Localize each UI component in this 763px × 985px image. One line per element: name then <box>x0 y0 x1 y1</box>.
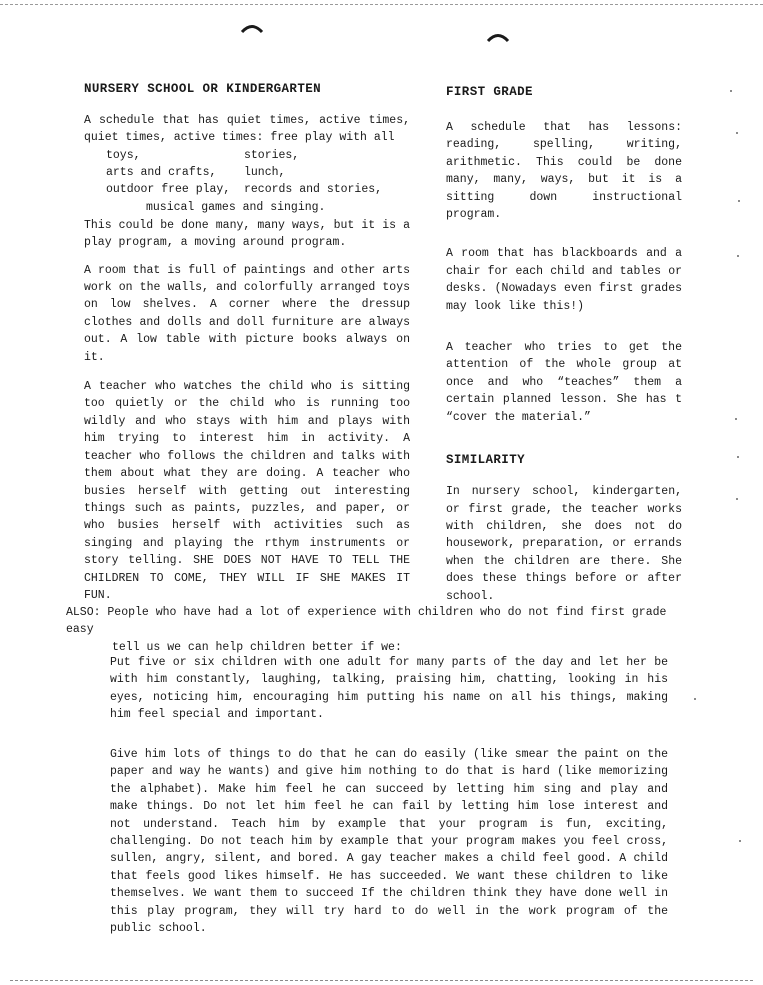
first-grade-schedule: A schedule that has lessons: reading, spelling, writing, arithmetic. This could be done many, many, ways, but it is a sitting down instructional program. <box>446 121 682 222</box>
left-column <box>84 81 410 604</box>
scan-speck <box>737 255 739 257</box>
similarity-text: In nursery school, kindergarten, or first grade, the teacher works with children, she does not do housework, preparation, or errands when the children are there. She does these things before or after school. <box>446 485 682 603</box>
bottom-dashed-border <box>10 980 753 981</box>
also-intro-continued: tell us we can help children better if we: <box>112 640 402 654</box>
scan-speck <box>736 132 738 134</box>
also-intro: ALSO: People who have had a lot of experience with children who do not find first grade easy <box>66 606 667 637</box>
nursery-teacher: A teacher who watches the child who is sitting too quietly or the child who is running too wildly and who stays with him and plays with him trying to interest him in activity. A teacher who follows the children and talks with them about what they are doing. A teacher who busies herself with getting out interesting things such as paints, puzzles, and paper, or who busies herself with activities such as singing and playing the rthym instruments or story telling. SHE DOES NOT HAVE TO TELL THE CHILDREN TO COME, THEY WILL IF SHE MAKES IT FUN. <box>84 380 410 602</box>
activity-toys: toys, <box>106 148 141 162</box>
also-paragraph-attention: Put five or six children with one adult for many parts of the day and let her be with him constantly, laughing, talking, praising him, chatting, looking in his eyes, noticing him, encouraging him putting his name on all his things, making him feel special and important. <box>110 656 668 722</box>
right-column <box>446 84 682 605</box>
activity-music: musical games and singing. <box>146 200 326 214</box>
similarity-heading: SIMILARITY <box>446 453 526 468</box>
scan-speck <box>736 498 738 500</box>
scan-speck <box>735 418 737 420</box>
also-section <box>66 604 676 656</box>
scan-speck <box>737 456 739 458</box>
activity-arts: arts and crafts, <box>106 165 217 179</box>
first-grade-heading: FIRST GRADE <box>446 85 533 99</box>
activity-list <box>84 147 410 217</box>
top-dashed-border <box>0 4 763 5</box>
activity-outdoor: outdoor free play, <box>106 182 231 196</box>
also-paragraph-success: Give him lots of things to do that he can do easily (like smear the paint on the paper and way he wants) and give him nothing to do that is hard (like memorizing the alphabet). Make him feel he can succeed by letting him sing and play and make things. Do not let him feel he can fail by letting him lose interest and not understand. Teach him by example that your program is fun, exciting, challenging. Do not teach him by example that your program makes you feel cross, sullen, angry, silent, and bored. A gay teacher makes a child feel good. A child that feels good likes himself. He has succeeded. We want these children to like themselves. We want them to succeed If the children think they have done well in this play program, they will try hard to do well in the work program of the public school. <box>110 748 668 936</box>
punch-hole-mark <box>486 31 510 45</box>
activity-lunch: lunch, <box>244 165 286 179</box>
nursery-room: A room that is full of paintings and other arts work on the walls, and colorfully arranged toys on low shelves. A corner where the dressup clothes and dolls and doll furniture are always out. A low table with picture books always on it. <box>84 263 410 364</box>
first-grade-room: A room that has blackboards and a chair for each child and tables or desks. (Nowadays even first grades may look like this!) <box>446 247 682 313</box>
scan-speck <box>730 90 732 92</box>
nursery-intro: A schedule that has quiet times, active times, quiet times, active times: free play with all <box>84 114 410 145</box>
nursery-program-note: This could be done many, many ways, but it is a play program, a moving around program. <box>84 218 410 250</box>
scan-speck <box>694 698 696 700</box>
activity-stories: stories, <box>244 148 300 162</box>
scan-speck <box>739 840 741 842</box>
first-grade-teacher: A teacher who tries to get the attention of the whole group at once and who “teaches” them a certain planned lesson. She has t “cover the material.” <box>446 341 682 424</box>
punch-hole-mark <box>240 22 264 36</box>
nursery-heading: NURSERY SCHOOL OR KINDERGARTEN <box>84 82 322 96</box>
activity-records: records and stories, <box>244 182 383 196</box>
scan-speck <box>738 200 740 202</box>
